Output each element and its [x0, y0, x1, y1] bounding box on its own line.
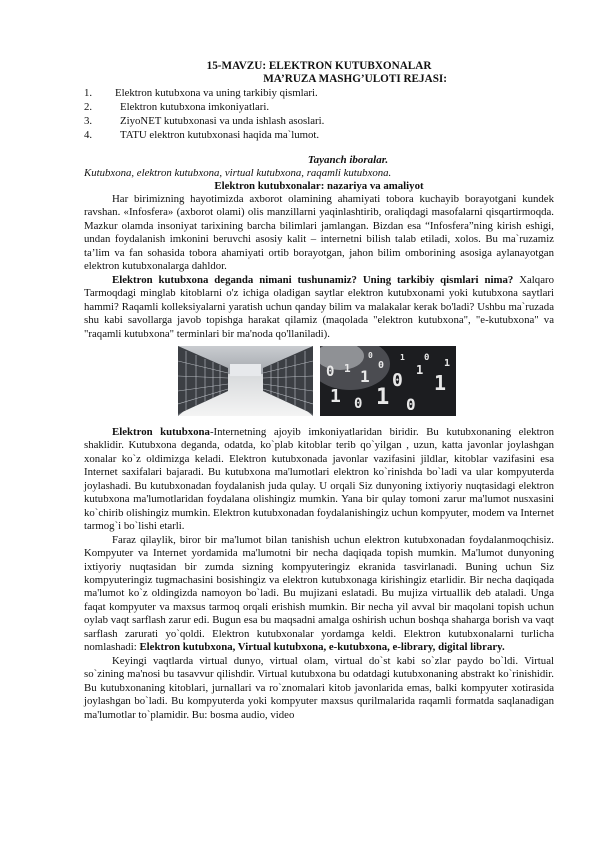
paragraph-virtual-library: Keyingi vaqtlarda virtual dunyo, virtual olam, virtual do`st kabi so`zlar paydo bo`ldi. Virtual so`zining ma'nosi bu tasavvur qilishdir. Virtual kutubxona bu odatdagi kutubxonaning abstrakt ko`rinishidir. Bu kutubxonaning kitoblari, jurnallari va ro`znomalari kitob javonlarida emas, balki kompyuter xotirasida joylashgan bo`ladi. Bu kompyuterda yoki kompyuter maxsus qurilmalarida raqamli formatda saqlanadigan ma'lumotlar to`plamidir. Bu: bosma audio, video — [84, 654, 554, 721]
svg-text:1: 1 — [400, 352, 405, 362]
svg-text:0: 0 — [354, 395, 363, 412]
bold-question: Elektron kutubxona deganda nimani tushunamiz? Uning tarkibiy qismlari nima? — [112, 273, 514, 286]
plan-item — [84, 114, 554, 128]
section-heading: Elektron kutubxonalar: nazariya va amaliyot — [214, 180, 424, 192]
svg-text:1: 1 — [344, 361, 351, 375]
plan-item-number: 3. — [84, 115, 93, 127]
lecture-plan-list — [84, 86, 554, 142]
plan-item — [84, 128, 554, 142]
paragraph-definition-questions — [84, 274, 554, 341]
svg-text:0: 0 — [406, 394, 416, 414]
plan-item-number: 2. — [84, 101, 93, 113]
document-page — [84, 60, 554, 722]
plan-item-text: Elektron kutubxona imkoniyatlari. — [120, 101, 270, 113]
lecture-title: 15-MAVZU: ELEKTRON KUTUBXONALAR — [206, 60, 432, 72]
illustrations — [84, 346, 554, 418]
plan-item-text: TATU elektron kutubxonasi haqida ma`lumot. — [120, 129, 320, 141]
paragraph-text: Xalqaro Tarmoqdagi minglab kitoblarni o'z ichiga oladigan saytlar elektron kutubxonami yoki kutubxona saytlari hammi? Raqamli kolleksiyalarni yaratish uchun qanday bilim va malakalar kerak bo'ladi? Ushbu ma`ruzada shu kabi savollarga javob topishga harakat qilamiz (maqolada "elektron kutubxona", "e-kutubxona" va "raqamli kutubxona" terminlari bir ma'noda qo'llaniladi). — [84, 273, 554, 340]
digital-code-image — [320, 346, 456, 416]
svg-text:1: 1 — [444, 357, 451, 369]
paragraph-text: Faraz qilaylik, biror bir ma'lumot bilan tanishish uchun elektron kutubxonadan foydalanmoqchisiz. Kompyuter va Internet yordamida ma'lumotni bir necha daqiqada topish mumkin. Ma'lumot dunyoning ixtiyoriy nuqtasidan bir zumda sizning kompyuteringiz ekranida tasvirlanadi. Buning uchun Siz kompyuteringiz tugmachasini bosishingiz va elektron kutubxonaga kirishingiz etarlidir. Bir necha daqiqada ma'lumot ko`z oldingizda namoyon bo`ladi. Bu mujizani eslatadi. Bu mujiza virtuallik deb ataladi. Unga faqat kompyuter va maxsus tarmoq orqali erishish mumkin. Bir necha yil avval bir maqolani topish uchun oylab vaqt sarflash zarur edi. Bugun esa bu maqsadni amalga oshirish uchun boshqa shaharga borish va vaqt sarflash zarurati yo`qoldi. Elektron kutubxonalar yordamga keldi. Elektron kutubxonalarni turlicha nomlashadi: — [84, 533, 554, 654]
svg-text:0: 0 — [368, 350, 373, 360]
plan-item-number: 1. — [84, 87, 93, 99]
lecture-plan-heading: MA’RUZA MASHG’ULOTI REJASI: — [263, 73, 447, 85]
svg-text:0: 0 — [326, 363, 335, 380]
svg-text:1: 1 — [434, 370, 447, 395]
svg-text:1: 1 — [330, 385, 341, 407]
plan-item-number: 4. — [84, 129, 93, 141]
bold-term: Elektron kutubxona — [112, 425, 210, 438]
plan-item — [84, 86, 554, 100]
library-shelves-image — [178, 346, 313, 416]
svg-text:1: 1 — [416, 362, 424, 377]
bold-names-list: Elektron kutubxona, Virtual kutubxona, e-kutubxona, e-library, digital library. — [139, 641, 505, 654]
plan-item-text: Elektron kutubxona va uning tarkibiy qismlari. — [115, 87, 318, 99]
svg-text:0: 0 — [378, 359, 385, 371]
keywords-list: Kutubxona, elektron kutubxona, virtual kutubxona, raqamli kutubxona. — [84, 167, 392, 179]
svg-text:0: 0 — [424, 352, 430, 363]
plan-item-text: ZiyoNET kutubxonasi va unda ishlash asoslari. — [120, 115, 325, 127]
paragraph-text: -Internetning ajoyib imkoniyatlaridan biridir. Bu kutubxonaning elektron shaklidir. Kutubxona deganda, odatda, ko`plab kitoblar terib qo`yilgan , uzun, katta javonlar joylashgan xonalar ko`z oldimizga keladi. Elektron kutubxonada javonlar vazifasini jildlar, kitoblar vazifasini esa Internet saxifalari bajaradi. Bu kutubxona ma'lumotlari elektron ko`rinishda bo`ladi va ular kompyuterda joylashadi. Bu kutubxonadan foydalanish juda qulay. U orqali Siz dunyoning ixtiyoriy nuqtasidagi elektron kutubxona ma'lumotlaridan foydalana olishingiz mumkin. Yana bir qulay tomoni zarur ma'lumot nusxasini ko`chirib olishingiz mumkin. Elektron kutubxonadan foydalanishingiz uchun kompyuter, modem va Internet tarmog`i bo`lishi etarli. — [84, 425, 554, 533]
keywords-heading: Tayanch iboralar. — [307, 154, 389, 166]
paragraph-electronic-library — [84, 426, 554, 534]
svg-text:1: 1 — [360, 366, 370, 386]
svg-text:0: 0 — [392, 369, 403, 391]
plan-item — [84, 100, 554, 114]
paragraph-virtuality — [84, 534, 554, 655]
svg-text:1: 1 — [376, 384, 390, 410]
paragraph-intro: Har birimizning hayotimizda axborot olamining ahamiyati tobora kuchayib borayotgani kundek ravshan. «Infosfera» (axborot olami) olis manzillarni yaqinlashtirib, oraliqdagi masofalarni qisqartirmoqda. Mazkur olamda insoniyat tarixining barcha bilimlari jamlangan. Bizdan esa “Infosfera”ning kirish eshigi, undan foydalanish imkonini beruvchi asosiy kalit – internetni bilish talab etiladi, xolos. Bu ma`ruzamiz ta’lim va fan sohasida tobora ahamiyati ortib borayotgan, jahon bilim omborining asosiga aylanayotgan elektron kutubxonalarga dahldor. — [84, 193, 554, 273]
